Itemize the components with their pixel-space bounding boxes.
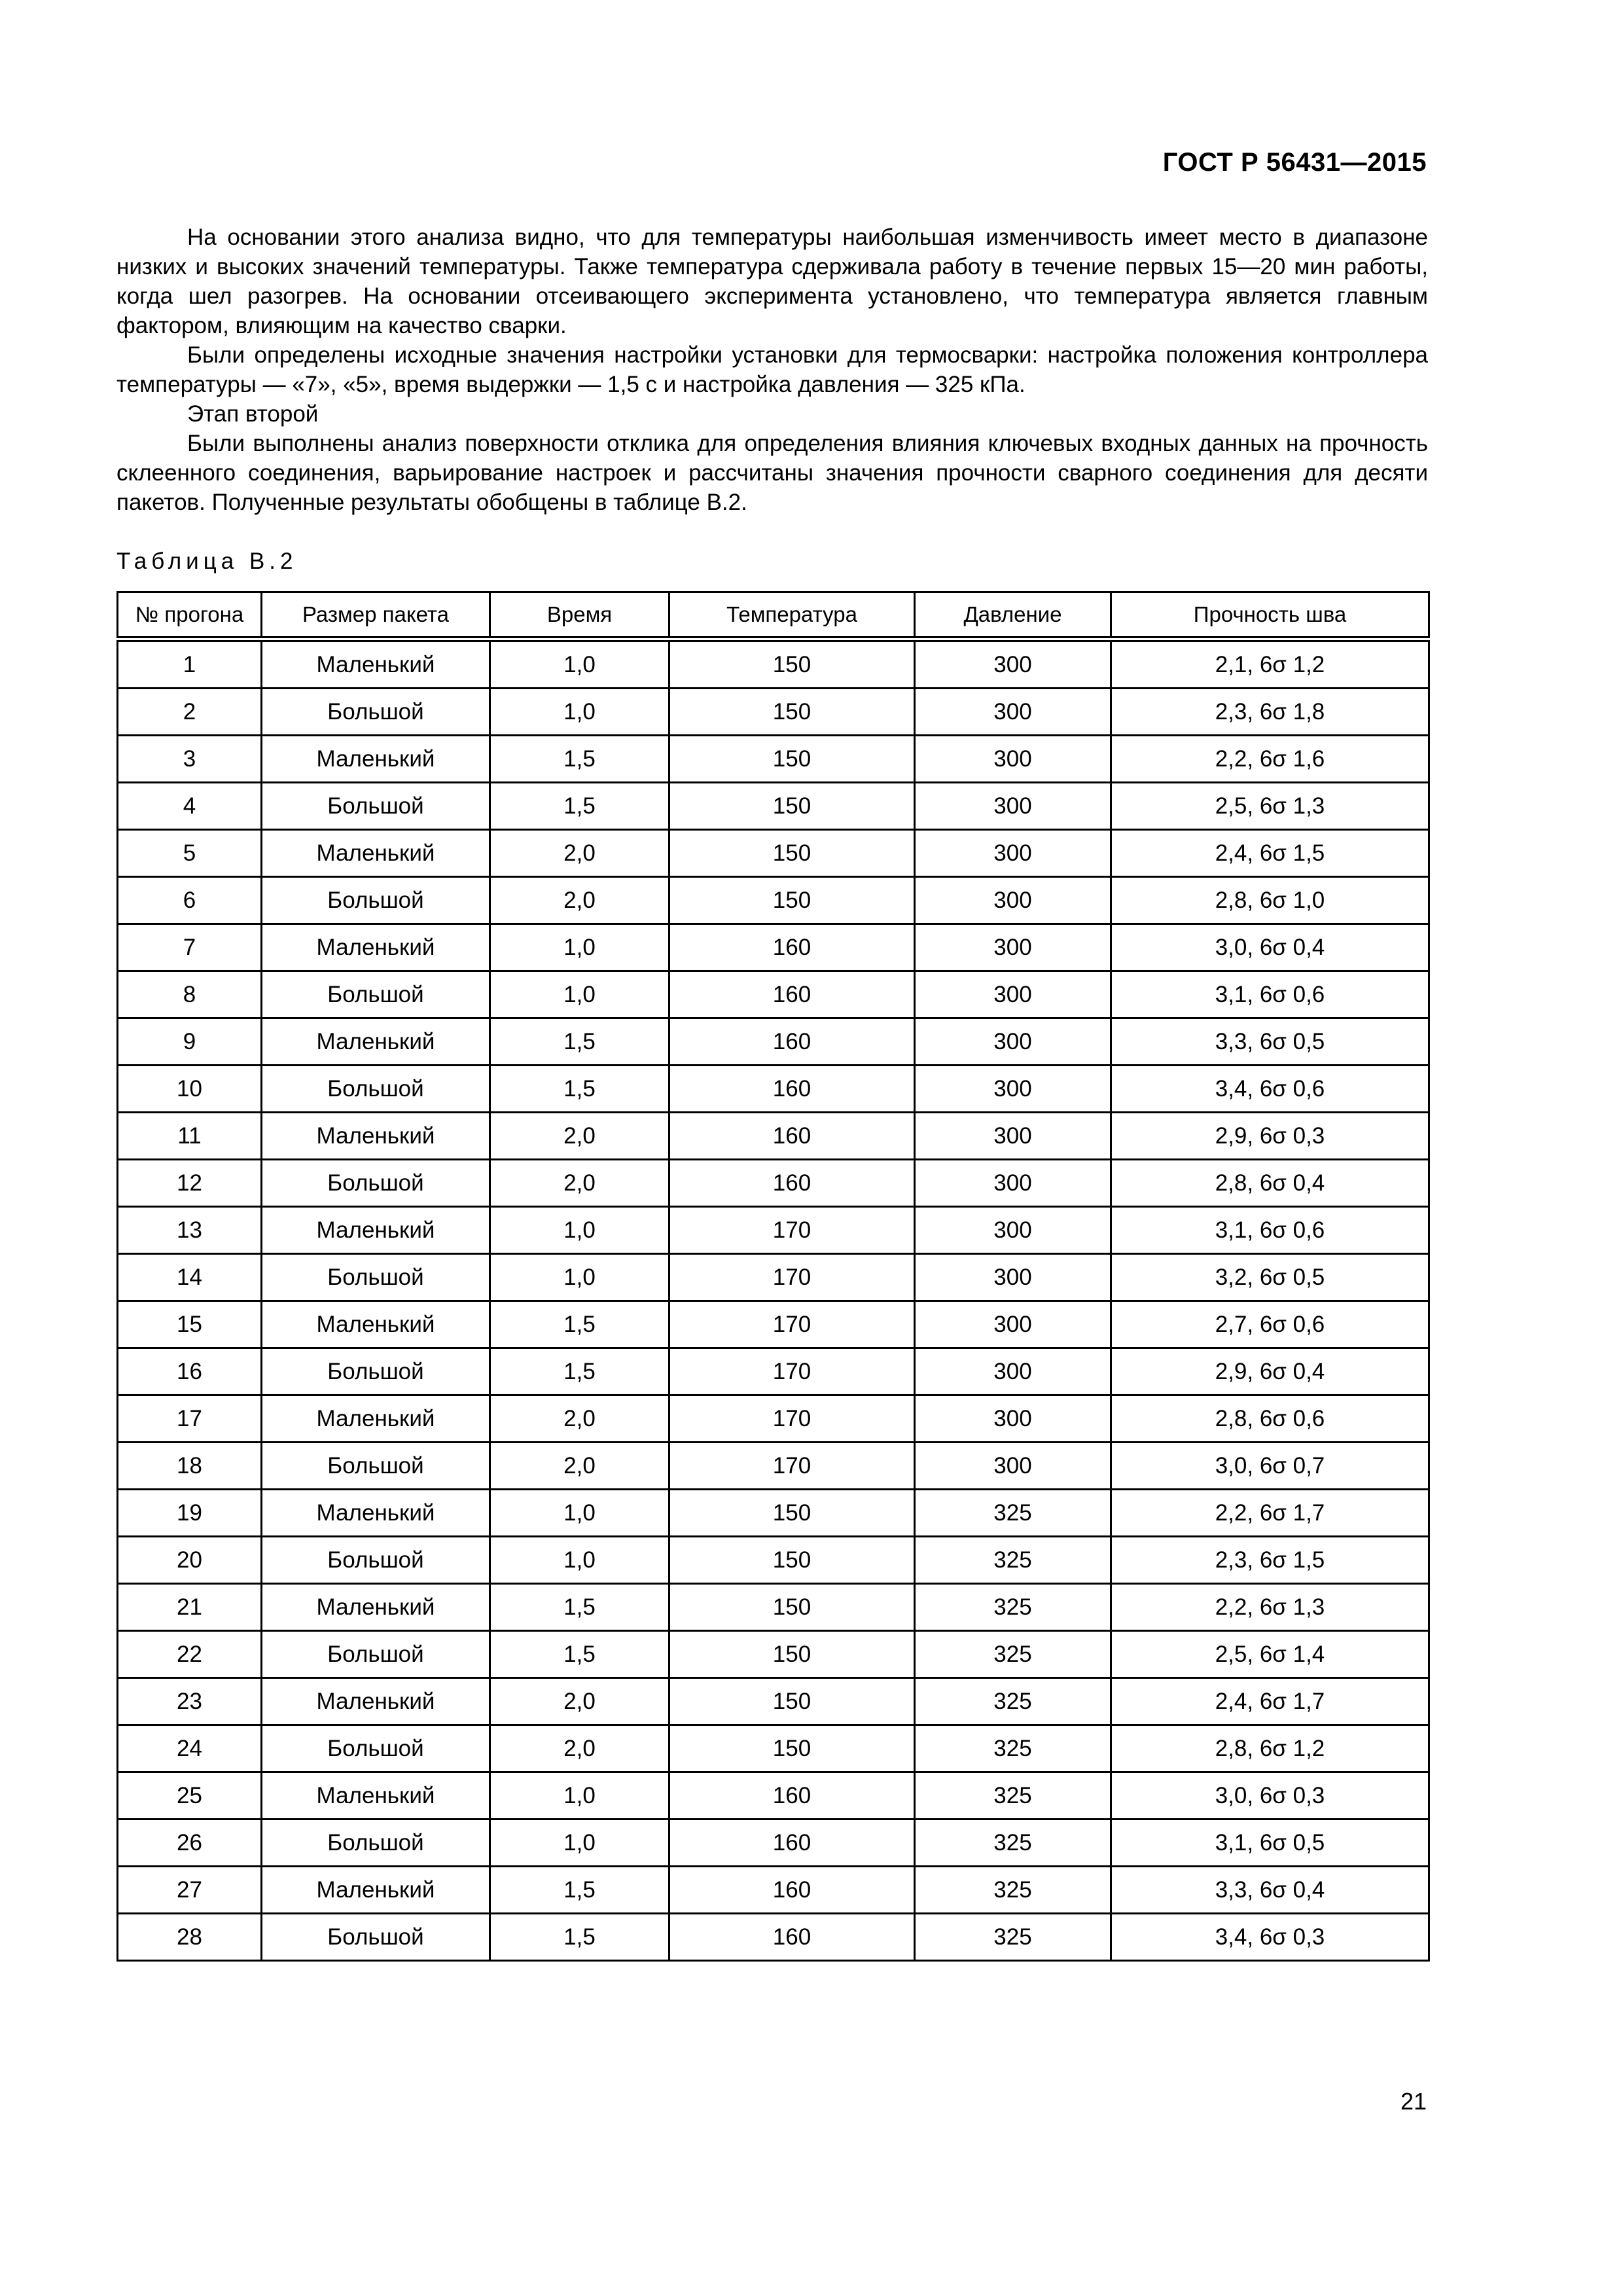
column-header-time: Время bbox=[490, 592, 669, 639]
cell-seam-strength: 3,4, 6σ 0,6 bbox=[1111, 1066, 1429, 1113]
cell-package-size: Большой bbox=[262, 1820, 490, 1867]
cell-package-size: Большой bbox=[262, 1160, 490, 1207]
cell-seam-strength: 3,1, 6σ 0,5 bbox=[1111, 1820, 1429, 1867]
cell-package-size: Большой bbox=[262, 689, 490, 736]
cell-temperature: 170 bbox=[669, 1443, 915, 1490]
table-row bbox=[118, 1395, 1429, 1443]
cell-pressure: 300 bbox=[915, 1207, 1111, 1254]
cell-temperature: 150 bbox=[669, 736, 915, 783]
cell-package-size: Маленький bbox=[262, 1113, 490, 1160]
cell-time: 1,5 bbox=[490, 1914, 669, 1961]
column-header-package-size: Размер пакета bbox=[262, 592, 490, 639]
cell-seam-strength: 3,0, 6σ 0,4 bbox=[1111, 924, 1429, 971]
cell-run-number: 28 bbox=[118, 1914, 262, 1961]
table-row bbox=[118, 1820, 1429, 1867]
cell-run-number: 12 bbox=[118, 1160, 262, 1207]
cell-run-number: 14 bbox=[118, 1254, 262, 1301]
cell-package-size: Большой bbox=[262, 1066, 490, 1113]
cell-seam-strength: 2,9, 6σ 0,3 bbox=[1111, 1113, 1429, 1160]
cell-time: 2,0 bbox=[490, 1395, 669, 1443]
cell-seam-strength: 2,3, 6σ 1,5 bbox=[1111, 1537, 1429, 1584]
table-header-row bbox=[118, 592, 1429, 639]
cell-temperature: 160 bbox=[669, 1820, 915, 1867]
cell-temperature: 150 bbox=[669, 877, 915, 924]
cell-temperature: 160 bbox=[669, 971, 915, 1018]
table-row bbox=[118, 1867, 1429, 1914]
cell-run-number: 13 bbox=[118, 1207, 262, 1254]
cell-pressure: 325 bbox=[915, 1537, 1111, 1584]
cell-run-number: 19 bbox=[118, 1490, 262, 1537]
cell-seam-strength: 2,7, 6σ 0,6 bbox=[1111, 1301, 1429, 1348]
paragraph-response-surface: Были выполнены анализ поверхности отклика для определения влияния ключевых входных данных на прочность склеенного соединения, варьирование настроек и рассчитаны значения прочности сварного соединения для десяти пакетов. Полученные результаты обобщены в таблице В.2. bbox=[116, 431, 1428, 515]
table-row bbox=[118, 736, 1429, 783]
cell-package-size: Маленький bbox=[262, 1207, 490, 1254]
cell-run-number: 26 bbox=[118, 1820, 262, 1867]
table-row bbox=[118, 1772, 1429, 1820]
cell-pressure: 325 bbox=[915, 1820, 1111, 1867]
paragraph-analysis: На основании этого анализа видно, что для температуры наибольшая изменчивость имеет место в диапазоне низких и высоких значений температуры. Также температура сдерживала работу в течение первых 15—20 мин работы, когда шел разогрев. На основании отсеивающего эксперимента установлено, что температура является главным фактором, влияющим на качество сварки. bbox=[116, 224, 1428, 338]
cell-time: 1,5 bbox=[490, 1867, 669, 1914]
cell-temperature: 150 bbox=[669, 1584, 915, 1631]
cell-time: 1,5 bbox=[490, 783, 669, 830]
table-row bbox=[118, 1160, 1429, 1207]
table-row bbox=[118, 1914, 1429, 1961]
cell-package-size: Маленький bbox=[262, 1867, 490, 1914]
cell-pressure: 300 bbox=[915, 689, 1111, 736]
cell-run-number: 8 bbox=[118, 971, 262, 1018]
cell-package-size: Маленький bbox=[262, 830, 490, 877]
cell-time: 1,0 bbox=[490, 971, 669, 1018]
cell-temperature: 170 bbox=[669, 1207, 915, 1254]
cell-seam-strength: 2,3, 6σ 1,8 bbox=[1111, 689, 1429, 736]
cell-package-size: Маленький bbox=[262, 1678, 490, 1725]
cell-package-size: Маленький bbox=[262, 1395, 490, 1443]
table-row bbox=[118, 1254, 1429, 1301]
cell-seam-strength: 2,2, 6σ 1,3 bbox=[1111, 1584, 1429, 1631]
cell-package-size: Большой bbox=[262, 971, 490, 1018]
paragraph-stage-two: Этап второй bbox=[187, 401, 319, 427]
table-row bbox=[118, 877, 1429, 924]
table-row bbox=[118, 783, 1429, 830]
cell-seam-strength: 3,1, 6σ 0,6 bbox=[1111, 1207, 1429, 1254]
cell-seam-strength: 2,8, 6σ 1,2 bbox=[1111, 1725, 1429, 1772]
cell-temperature: 150 bbox=[669, 1631, 915, 1678]
cell-pressure: 300 bbox=[915, 1113, 1111, 1160]
cell-package-size: Большой bbox=[262, 877, 490, 924]
cell-time: 1,0 bbox=[490, 1254, 669, 1301]
cell-package-size: Большой bbox=[262, 1631, 490, 1678]
cell-run-number: 25 bbox=[118, 1772, 262, 1820]
cell-run-number: 23 bbox=[118, 1678, 262, 1725]
table-row bbox=[118, 1725, 1429, 1772]
table-row bbox=[118, 1443, 1429, 1490]
cell-seam-strength: 2,2, 6σ 1,7 bbox=[1111, 1490, 1429, 1537]
cell-run-number: 24 bbox=[118, 1725, 262, 1772]
table-row bbox=[118, 1207, 1429, 1254]
cell-time: 1,5 bbox=[490, 1066, 669, 1113]
cell-run-number: 27 bbox=[118, 1867, 262, 1914]
cell-time: 1,5 bbox=[490, 1631, 669, 1678]
table-row bbox=[118, 1490, 1429, 1537]
cell-pressure: 300 bbox=[915, 736, 1111, 783]
column-header-pressure: Давление bbox=[915, 592, 1111, 639]
cell-time: 1,0 bbox=[490, 689, 669, 736]
cell-time: 1,0 bbox=[490, 1490, 669, 1537]
cell-package-size: Большой bbox=[262, 1537, 490, 1584]
cell-temperature: 170 bbox=[669, 1254, 915, 1301]
cell-seam-strength: 3,0, 6σ 0,3 bbox=[1111, 1772, 1429, 1820]
cell-seam-strength: 2,1, 6σ 1,2 bbox=[1111, 639, 1429, 689]
cell-seam-strength: 2,9, 6σ 0,4 bbox=[1111, 1348, 1429, 1395]
cell-seam-strength: 3,0, 6σ 0,7 bbox=[1111, 1443, 1429, 1490]
table-body bbox=[118, 639, 1429, 1961]
page-number: 21 bbox=[1400, 2088, 1427, 2115]
cell-seam-strength: 2,5, 6σ 1,3 bbox=[1111, 783, 1429, 830]
table-caption: Таблица В.2 bbox=[116, 548, 298, 574]
cell-package-size: Маленький bbox=[262, 1584, 490, 1631]
cell-time: 1,5 bbox=[490, 736, 669, 783]
document-id-header: ГОСТ Р 56431—2015 bbox=[1162, 148, 1427, 177]
cell-seam-strength: 3,2, 6σ 0,5 bbox=[1111, 1254, 1429, 1301]
column-header-seam-strength: Прочность шва bbox=[1111, 592, 1429, 639]
cell-seam-strength: 2,4, 6σ 1,7 bbox=[1111, 1678, 1429, 1725]
cell-pressure: 325 bbox=[915, 1914, 1111, 1961]
cell-package-size: Маленький bbox=[262, 1490, 490, 1537]
cell-time: 2,0 bbox=[490, 877, 669, 924]
table-row bbox=[118, 689, 1429, 736]
cell-time: 1,0 bbox=[490, 1820, 669, 1867]
cell-pressure: 325 bbox=[915, 1490, 1111, 1537]
cell-seam-strength: 2,8, 6σ 0,4 bbox=[1111, 1160, 1429, 1207]
cell-seam-strength: 2,8, 6σ 1,0 bbox=[1111, 877, 1429, 924]
cell-time: 2,0 bbox=[490, 1113, 669, 1160]
cell-package-size: Маленький bbox=[262, 639, 490, 689]
table-row bbox=[118, 1537, 1429, 1584]
cell-temperature: 160 bbox=[669, 1772, 915, 1820]
cell-temperature: 170 bbox=[669, 1348, 915, 1395]
cell-time: 1,0 bbox=[490, 1207, 669, 1254]
cell-time: 1,5 bbox=[490, 1584, 669, 1631]
cell-time: 2,0 bbox=[490, 1725, 669, 1772]
cell-seam-strength: 3,4, 6σ 0,3 bbox=[1111, 1914, 1429, 1961]
cell-run-number: 1 bbox=[118, 639, 262, 689]
cell-package-size: Большой bbox=[262, 1725, 490, 1772]
table-row bbox=[118, 1584, 1429, 1631]
cell-temperature: 170 bbox=[669, 1395, 915, 1443]
cell-package-size: Большой bbox=[262, 783, 490, 830]
cell-run-number: 22 bbox=[118, 1631, 262, 1678]
cell-package-size: Большой bbox=[262, 1914, 490, 1961]
column-header-temperature: Температура bbox=[669, 592, 915, 639]
cell-temperature: 170 bbox=[669, 1301, 915, 1348]
cell-seam-strength: 3,1, 6σ 0,6 bbox=[1111, 971, 1429, 1018]
cell-temperature: 150 bbox=[669, 1490, 915, 1537]
cell-run-number: 3 bbox=[118, 736, 262, 783]
cell-pressure: 300 bbox=[915, 971, 1111, 1018]
cell-seam-strength: 2,8, 6σ 0,6 bbox=[1111, 1395, 1429, 1443]
cell-run-number: 9 bbox=[118, 1018, 262, 1066]
cell-time: 2,0 bbox=[490, 1160, 669, 1207]
cell-pressure: 325 bbox=[915, 1867, 1111, 1914]
cell-pressure: 300 bbox=[915, 877, 1111, 924]
cell-package-size: Большой bbox=[262, 1254, 490, 1301]
cell-temperature: 150 bbox=[669, 1725, 915, 1772]
cell-run-number: 20 bbox=[118, 1537, 262, 1584]
cell-time: 1,5 bbox=[490, 1018, 669, 1066]
table-row bbox=[118, 1113, 1429, 1160]
cell-temperature: 160 bbox=[669, 1914, 915, 1961]
cell-temperature: 150 bbox=[669, 1678, 915, 1725]
cell-time: 2,0 bbox=[490, 1678, 669, 1725]
cell-time: 1,0 bbox=[490, 1772, 669, 1820]
table-row bbox=[118, 1018, 1429, 1066]
table-row bbox=[118, 1678, 1429, 1725]
cell-time: 1,0 bbox=[490, 1537, 669, 1584]
cell-pressure: 300 bbox=[915, 1254, 1111, 1301]
table-row bbox=[118, 1631, 1429, 1678]
cell-temperature: 160 bbox=[669, 1867, 915, 1914]
cell-package-size: Маленький bbox=[262, 1018, 490, 1066]
cell-package-size: Маленький bbox=[262, 1301, 490, 1348]
cell-time: 1,0 bbox=[490, 639, 669, 689]
table-row bbox=[118, 830, 1429, 877]
cell-time: 1,5 bbox=[490, 1348, 669, 1395]
cell-temperature: 150 bbox=[669, 830, 915, 877]
cell-temperature: 160 bbox=[669, 1066, 915, 1113]
cell-pressure: 325 bbox=[915, 1678, 1111, 1725]
cell-temperature: 150 bbox=[669, 1537, 915, 1584]
cell-run-number: 11 bbox=[118, 1113, 262, 1160]
cell-time: 2,0 bbox=[490, 1443, 669, 1490]
cell-package-size: Маленький bbox=[262, 924, 490, 971]
cell-run-number: 16 bbox=[118, 1348, 262, 1395]
cell-pressure: 300 bbox=[915, 639, 1111, 689]
cell-seam-strength: 2,4, 6σ 1,5 bbox=[1111, 830, 1429, 877]
cell-pressure: 325 bbox=[915, 1725, 1111, 1772]
cell-run-number: 17 bbox=[118, 1395, 262, 1443]
cell-package-size: Маленький bbox=[262, 736, 490, 783]
cell-seam-strength: 2,5, 6σ 1,4 bbox=[1111, 1631, 1429, 1678]
cell-pressure: 300 bbox=[915, 1395, 1111, 1443]
cell-time: 1,0 bbox=[490, 924, 669, 971]
cell-pressure: 300 bbox=[915, 1348, 1111, 1395]
cell-temperature: 150 bbox=[669, 689, 915, 736]
cell-temperature: 160 bbox=[669, 1113, 915, 1160]
table-row bbox=[118, 639, 1429, 689]
cell-temperature: 150 bbox=[669, 783, 915, 830]
cell-temperature: 160 bbox=[669, 1160, 915, 1207]
cell-run-number: 4 bbox=[118, 783, 262, 830]
cell-run-number: 10 bbox=[118, 1066, 262, 1113]
cell-run-number: 2 bbox=[118, 689, 262, 736]
table-row bbox=[118, 1301, 1429, 1348]
cell-pressure: 325 bbox=[915, 1584, 1111, 1631]
paragraph-initial-settings: Были определены исходные значения настройки установки для термосварки: настройка положения контроллера температуры — «7», «5», время выдержки — 1,5 с и настройка давления — 325 кПа. bbox=[116, 342, 1428, 397]
cell-run-number: 6 bbox=[118, 877, 262, 924]
cell-time: 2,0 bbox=[490, 830, 669, 877]
cell-temperature: 160 bbox=[669, 1018, 915, 1066]
cell-package-size: Большой bbox=[262, 1443, 490, 1490]
cell-run-number: 7 bbox=[118, 924, 262, 971]
cell-seam-strength: 2,2, 6σ 1,6 bbox=[1111, 736, 1429, 783]
results-table bbox=[116, 591, 1430, 1962]
cell-pressure: 300 bbox=[915, 1443, 1111, 1490]
cell-run-number: 21 bbox=[118, 1584, 262, 1631]
cell-pressure: 325 bbox=[915, 1772, 1111, 1820]
table-row bbox=[118, 1348, 1429, 1395]
cell-pressure: 300 bbox=[915, 1301, 1111, 1348]
cell-time: 1,5 bbox=[490, 1301, 669, 1348]
cell-pressure: 300 bbox=[915, 830, 1111, 877]
body-text bbox=[116, 223, 1428, 517]
cell-pressure: 300 bbox=[915, 1066, 1111, 1113]
cell-run-number: 18 bbox=[118, 1443, 262, 1490]
cell-seam-strength: 3,3, 6σ 0,5 bbox=[1111, 1018, 1429, 1066]
table-row bbox=[118, 1066, 1429, 1113]
cell-package-size: Маленький bbox=[262, 1772, 490, 1820]
table-row bbox=[118, 924, 1429, 971]
cell-pressure: 300 bbox=[915, 1018, 1111, 1066]
cell-temperature: 150 bbox=[669, 639, 915, 689]
column-header-run-number: № прогона bbox=[118, 592, 262, 639]
cell-temperature: 160 bbox=[669, 924, 915, 971]
cell-pressure: 325 bbox=[915, 1631, 1111, 1678]
cell-pressure: 300 bbox=[915, 783, 1111, 830]
cell-run-number: 5 bbox=[118, 830, 262, 877]
cell-pressure: 300 bbox=[915, 924, 1111, 971]
cell-seam-strength: 3,3, 6σ 0,4 bbox=[1111, 1867, 1429, 1914]
table-row bbox=[118, 971, 1429, 1018]
cell-package-size: Большой bbox=[262, 1348, 490, 1395]
cell-run-number: 15 bbox=[118, 1301, 262, 1348]
cell-pressure: 300 bbox=[915, 1160, 1111, 1207]
